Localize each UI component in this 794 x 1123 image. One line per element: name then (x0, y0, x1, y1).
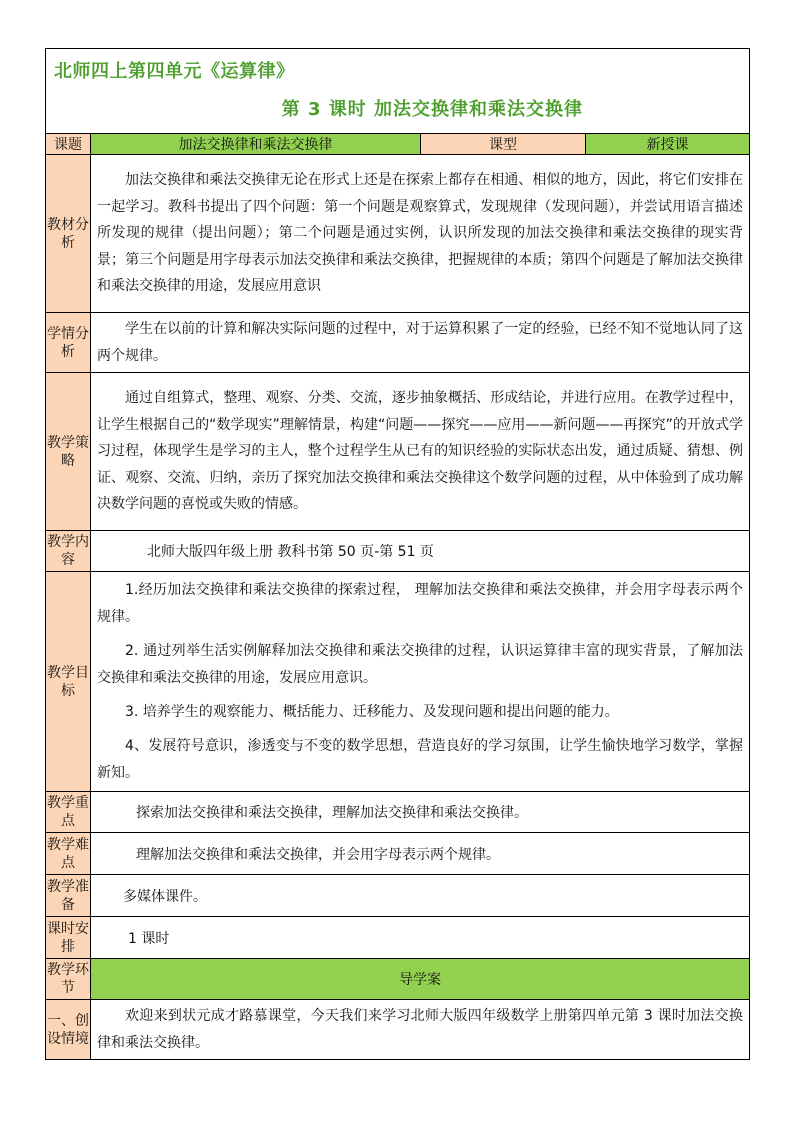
textbook-label: 教材分析 (46, 155, 91, 313)
preparation-row (46, 875, 750, 917)
preparation-label: 教学准备 (46, 875, 91, 917)
type-label: 课型 (421, 134, 586, 155)
key-points-label: 教学重点 (46, 792, 91, 833)
objective-item: 4、发展符号意识，渗透变与不变的数学思想，营造良好的学习氛围，让学生愉快地学习数学，掌握新知。 (97, 737, 743, 781)
step-one-row (46, 1000, 750, 1060)
content-row (46, 531, 750, 572)
objective-item: 1.经历加法交换律和乘法交换律的探索过程， 理解加法交换律和乘法交换律，并会用字母表示两个规律。 (97, 581, 743, 625)
strategy-label: 教学策略 (46, 373, 91, 531)
meta-row (46, 134, 750, 155)
strategy-text: 通过自组算式，整理、观察、分类、交流，逐步抽象概括、形成结论，并进行应用。在教学过程中，让学生根据自己的“数学现实”理解情景，构建“问题——探究——应用——新问题——再探究”的开放式学习过程，体现学生是学习的主人，整个过程学生从已有的知识经验的实际状态出发，通过质疑、猜想、例证、观察、交流、归纳，亲历了探究加法交换律和乘法交换律这个数学问题的过程，从中体验到了成功解决数学问题的喜悦或失败的情感。 (97, 390, 743, 513)
key-points-row (46, 792, 750, 833)
objective-item: 2. 通过列举生活实例解释加法交换律和乘法交换律的过程，认识运算律丰富的现实背景，了解加法交换律和乘法交换律的用途，发展应用意识。 (97, 642, 743, 686)
schedule-row (46, 917, 750, 959)
type-value: 新授课 (586, 134, 750, 155)
objectives-label: 教学目标 (46, 572, 91, 792)
topic-value: 加法交换律和乘法交换律 (91, 134, 421, 155)
textbook-text: 加法交换律和乘法交换律无论在形式上还是在探索上都存在相通、相似的地方，因此，将它们安排在一起学习。教科书提出了四个问题：第一个问题是观察算式，发现规律（发现问题），并尝试用语言描述所发现的规律（提出问题）；第二个问题是通过实例，认识所发现的加法交换律和乘法交换律的现实背景；第三个问题是用字母表示加法交换律和乘法交换律，把握规律的本质；第四个问题是了解加法交换律和乘法交换律的用途，发展应用意识 (97, 172, 743, 295)
content-label: 教学内容 (46, 531, 91, 572)
lesson-plan-table (45, 48, 750, 1060)
lesson-title: 第 3 课时 加法交换律和乘法交换律 (281, 99, 583, 120)
strategy-row (46, 373, 750, 531)
objective-item: 3. 培养学生的观察能力、概括能力、迁移能力、及发现问题和提出问题的能力。 (125, 703, 619, 720)
difficulties-label: 教学难点 (46, 833, 91, 875)
difficulties-row (46, 833, 750, 875)
schedule-text: 1 课时 (91, 917, 750, 959)
header-row (46, 49, 750, 134)
step-one-text: 欢迎来到状元成才路慕课堂，今天我们来学习北师大版四年级数学上册第四单元第 3 课时加法交换律和乘法交换律。 (97, 1008, 743, 1051)
preparation-text: 多媒体课件。 (91, 875, 750, 917)
process-heading: 导学案 (91, 959, 750, 1000)
students-label: 学情分析 (46, 313, 91, 373)
schedule-label: 课时安排 (46, 917, 91, 959)
content-text: 北师大版四年级上册 教科书第 50 页-第 51 页 (91, 531, 750, 572)
header-cell (46, 49, 750, 134)
key-points-text: 探索加法交换律和乘法交换律，理解加法交换律和乘法交换律。 (91, 792, 750, 833)
process-label: 教学环节 (46, 959, 91, 1000)
students-row (46, 313, 750, 373)
topic-label: 课题 (46, 134, 91, 155)
difficulties-text: 理解加法交换律和乘法交换律，并会用字母表示两个规律。 (91, 833, 750, 875)
students-text: 学生在以前的计算和解决实际问题的过程中，对于运算积累了一定的经验，已经不知不觉地认同了这两个规律。 (97, 321, 743, 364)
series-title: 北师四上第四单元《运算律》 (54, 61, 295, 82)
process-row (46, 959, 750, 1000)
objectives-row (46, 572, 750, 792)
step-one-label: 一、创设情境 (46, 1000, 91, 1060)
textbook-row (46, 155, 750, 313)
lesson-plan (45, 48, 749, 1060)
